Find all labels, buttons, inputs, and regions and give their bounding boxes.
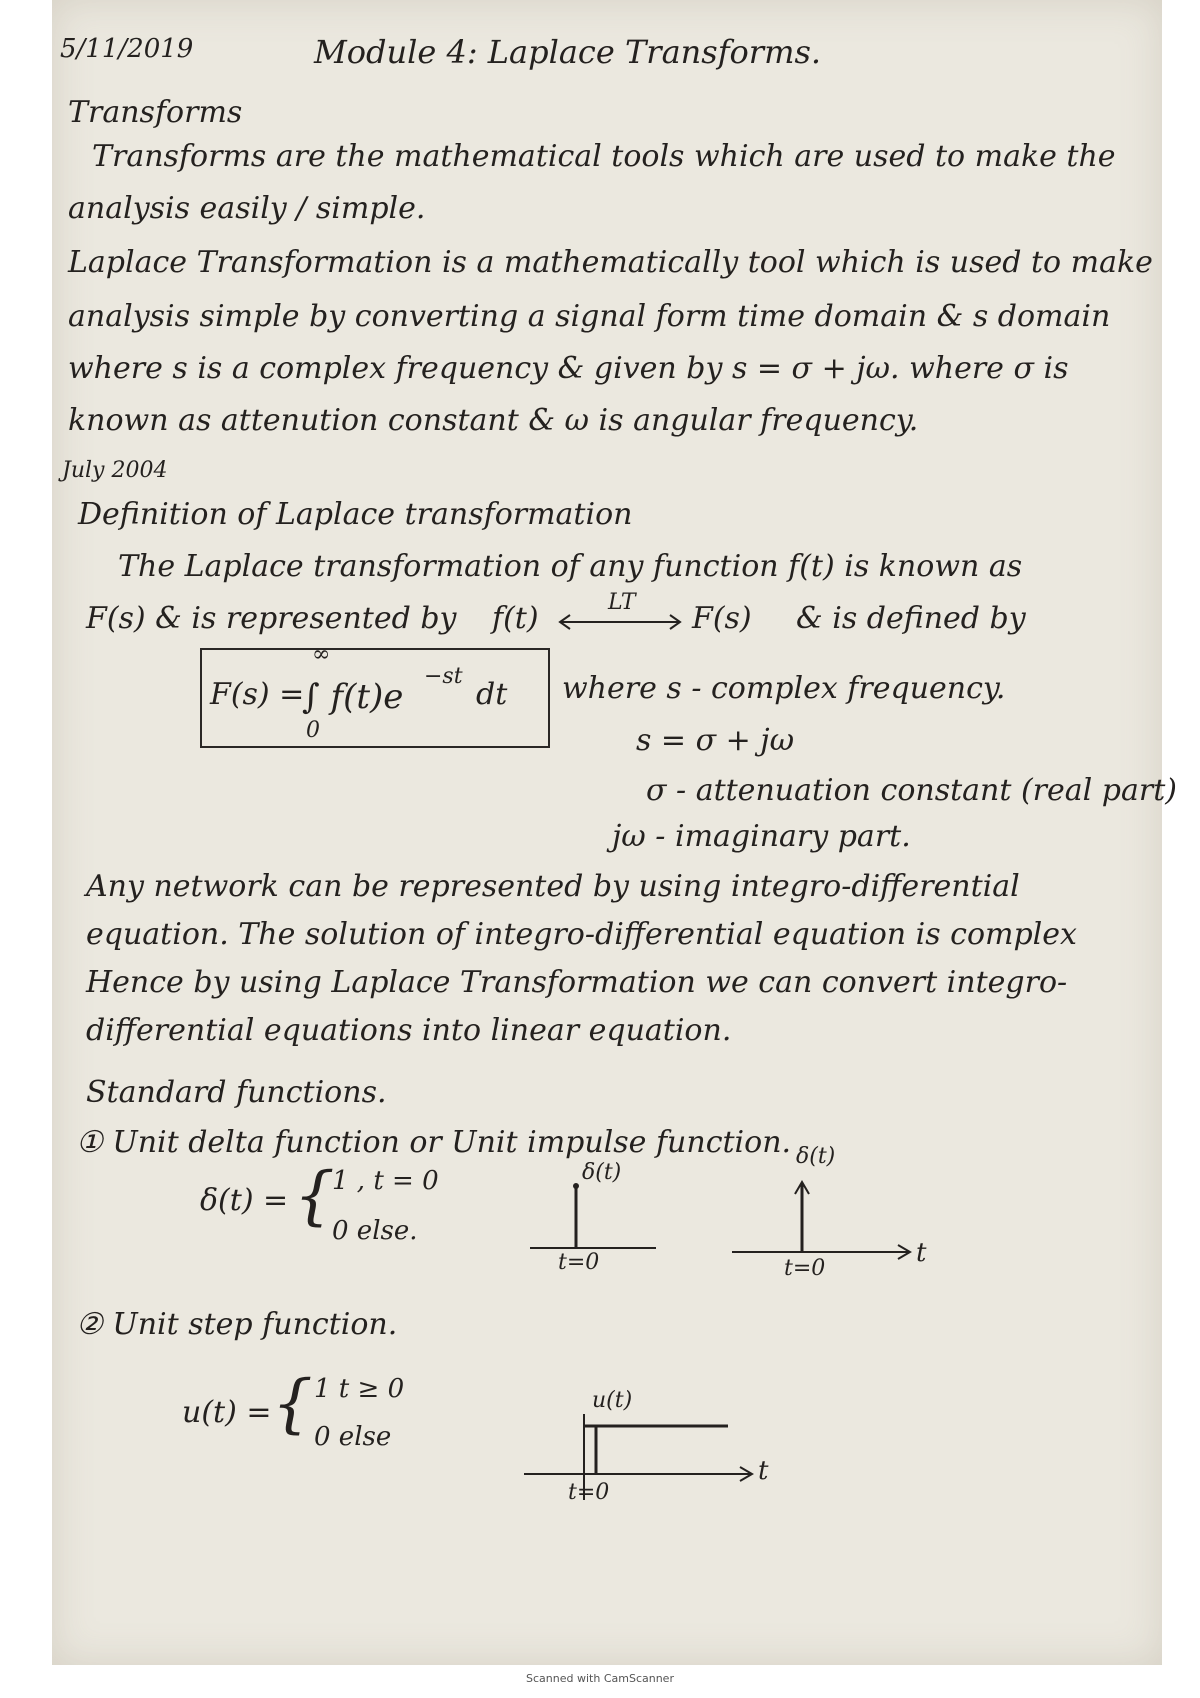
formula-lower-limit: 0 [306, 718, 320, 743]
formula-exponent: −st [424, 664, 463, 689]
where-line-3: σ - attenuation constant (real part) [646, 773, 1177, 808]
delta-lhs: δ(t) = [200, 1183, 289, 1218]
year-note: July 2004 [62, 458, 168, 483]
step-brace: { [272, 1367, 313, 1441]
intro-line-3: Laplace Transformation is a mathematically tool which is used to make [68, 245, 1153, 280]
delta-plot-1-axis-label: t=0 [558, 1250, 600, 1275]
network-line-3: Hence by using Laplace Transformation we can convert integro- [86, 965, 1068, 1000]
definition-line-2b: f(t) [492, 601, 539, 636]
notebook-page [52, 0, 1177, 1665]
delta-plot-2 [732, 1170, 932, 1270]
step-plot-t: t [758, 1456, 769, 1486]
scanner-footer: Scanned with CamScanner [526, 1672, 674, 1685]
intro-line-2: analysis easily / simple. [68, 191, 426, 226]
step-plot [524, 1400, 784, 1510]
intro-line-6: known as attenution constant & ω is angular frequency. [68, 403, 919, 438]
delta-plot-2-axis-label: t=0 [784, 1256, 826, 1281]
date: 5/11/2019 [60, 34, 194, 64]
step-case-2: 0 else [314, 1422, 392, 1452]
step-plot-axis-label: t=0 [568, 1480, 610, 1505]
step-case-1: 1 t ≥ 0 [314, 1374, 405, 1404]
where-line-4: jω - imaginary part. [612, 819, 911, 854]
definition-line-2c: F(s) [692, 601, 752, 636]
delta-case-2: 0 else. [332, 1216, 418, 1246]
formula-upper-limit: ∞ [312, 642, 331, 667]
network-line-4: differential equations into linear equation. [86, 1013, 732, 1048]
page-title: Module 4: Laplace Transforms. [314, 33, 822, 71]
where-line-1: where s - complex frequency. [562, 671, 1006, 706]
definition-line-2a: F(s) & is represented by [86, 601, 457, 636]
formula-dt: dt [476, 677, 508, 712]
delta-case-1: 1 , t = 0 [332, 1166, 439, 1196]
formula-lhs: F(s) = [210, 677, 305, 712]
delta-plot-1-label: δ(t) [582, 1160, 622, 1185]
delta-title: ① Unit delta function or Unit impulse function. [76, 1125, 792, 1160]
delta-plot-2-label: δ(t) [796, 1144, 836, 1169]
where-line-2: s = σ + jω [636, 723, 795, 758]
step-lhs: u(t) = [182, 1395, 272, 1430]
definition-heading: Definition of Laplace transformation [78, 497, 633, 532]
network-line-1: Any network can be represented by using integro-differential [86, 869, 1020, 904]
definition-line-1: The Laplace transformation of any function f(t) is known as [118, 549, 1023, 584]
standard-heading: Standard functions. [86, 1075, 387, 1110]
transforms-heading: Transforms [68, 95, 243, 130]
step-title: ② Unit step function. [76, 1307, 398, 1342]
laplace-formula-box [200, 642, 550, 748]
lt-arrow-label: LT [608, 590, 636, 615]
intro-line-5: where s is a complex frequency & given by s = σ + jω. where σ is [68, 351, 1069, 386]
intro-line-1: Transforms are the mathematical tools which are used to make the [92, 139, 1116, 174]
delta-plot-2-t: t [916, 1238, 927, 1268]
step-plot-label: u(t) [592, 1388, 633, 1413]
delta-brace: { [294, 1159, 335, 1233]
formula-body: ∫ f(t)e [302, 677, 404, 717]
network-line-2: equation. The solution of integro-differential equation is complex [86, 917, 1077, 952]
definition-line-2d: & is defined by [796, 601, 1026, 636]
intro-line-4: analysis simple by converting a signal form time domain & s domain [68, 299, 1111, 334]
